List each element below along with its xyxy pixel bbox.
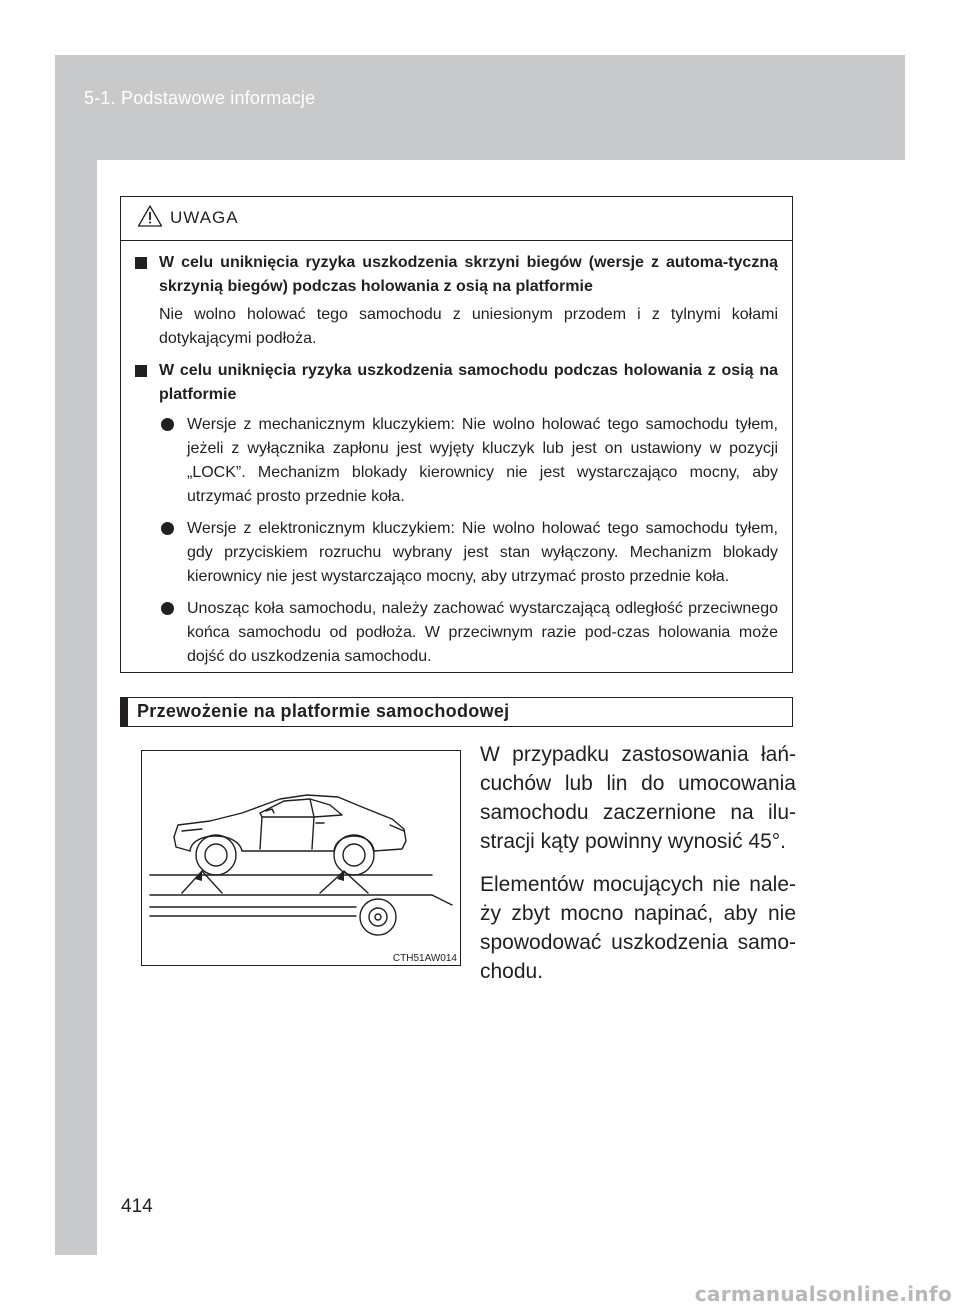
warning-item [135, 251, 778, 351]
round-bullet-icon [161, 522, 174, 535]
warning-box [120, 196, 793, 673]
paragraph: W przypadku zastosowania łań-cuchów lub lin do umocowania samochodu zaczernione na ilu-stracji kąty powinny wynosić 45°. [480, 743, 796, 853]
warning-bullet-text: Unosząc koła samochodu, należy zachować wystarczającą odległość przeciwnego końca samochodu od podłoża. W przeciwnym razie pod-czas holowania może dojść do uszkodzenia samochodu. [187, 600, 778, 665]
square-bullet-icon [135, 365, 147, 377]
warning-item-heading: W celu uniknięcia ryzyka uszkodzenia samochodu podczas holowania z osią na platformie [159, 362, 778, 403]
section-title: Przewożenie na platformie samochodowej [137, 701, 510, 721]
section-label: 5-1. Podstawowe informacje [84, 88, 316, 108]
round-bullet-icon [161, 418, 174, 431]
warning-item [135, 359, 778, 407]
watermark[interactable]: carmanualsonline.info [694, 1282, 952, 1306]
warning-body [121, 241, 792, 669]
warning-bullet-text: Wersje z mechanicznym kluczykiem: Nie wolno holować tego samochodu tyłem, jeżeli z wyłącznika zapłonu jest wyjęty kluczyk lub jest on ustawiony w pozycji „LOCK”. Mechanizm blokady kierownicy nie jest wystarczająco mocny, aby utrzymać prosto przednie koła. [187, 416, 778, 505]
page-number: 414 [121, 1196, 153, 1217]
warning-bullet [135, 517, 778, 589]
warning-header [121, 197, 792, 241]
towing-illustration [141, 750, 461, 966]
warning-bullet [135, 597, 778, 669]
warning-item-text: Nie wolno holować tego samochodu z uniesionym przodem i z tylnymi kołami dotykającymi podłoża. [159, 306, 778, 347]
car-on-trailer-drawing [142, 751, 461, 966]
side-band [55, 160, 97, 1255]
figure-code: CTH51AW014 [392, 953, 457, 964]
warning-item-heading: W celu uniknięcia ryzyka uszkodzenia skrzyni biegów (wersje z automa-tyczną skrzynią biegów) podczas holowania z osią na platformie [159, 254, 778, 295]
warning-icon [137, 204, 163, 228]
body-text [480, 740, 796, 1000]
section-header [120, 697, 793, 727]
warning-bullet-text: Wersje z elektronicznym kluczykiem: Nie wolno holować tego samochodu tyłem, gdy przyciskiem rozruchu wybrany jest stan wyłączony. Mechanizm blokady kierownicy nie jest wystarczająco mocny, aby utrzymać prosto przednie koła. [187, 520, 778, 585]
section-header-bar [120, 697, 128, 727]
round-bullet-icon [161, 602, 174, 615]
warning-title: UWAGA [170, 208, 239, 227]
warning-bullet [135, 413, 778, 509]
square-bullet-icon [135, 257, 147, 269]
paragraph: Elementów mocujących nie nale-ży zbyt mocno napinać, aby nie spowodować uszkodzenia samo-chodu. [480, 873, 796, 983]
